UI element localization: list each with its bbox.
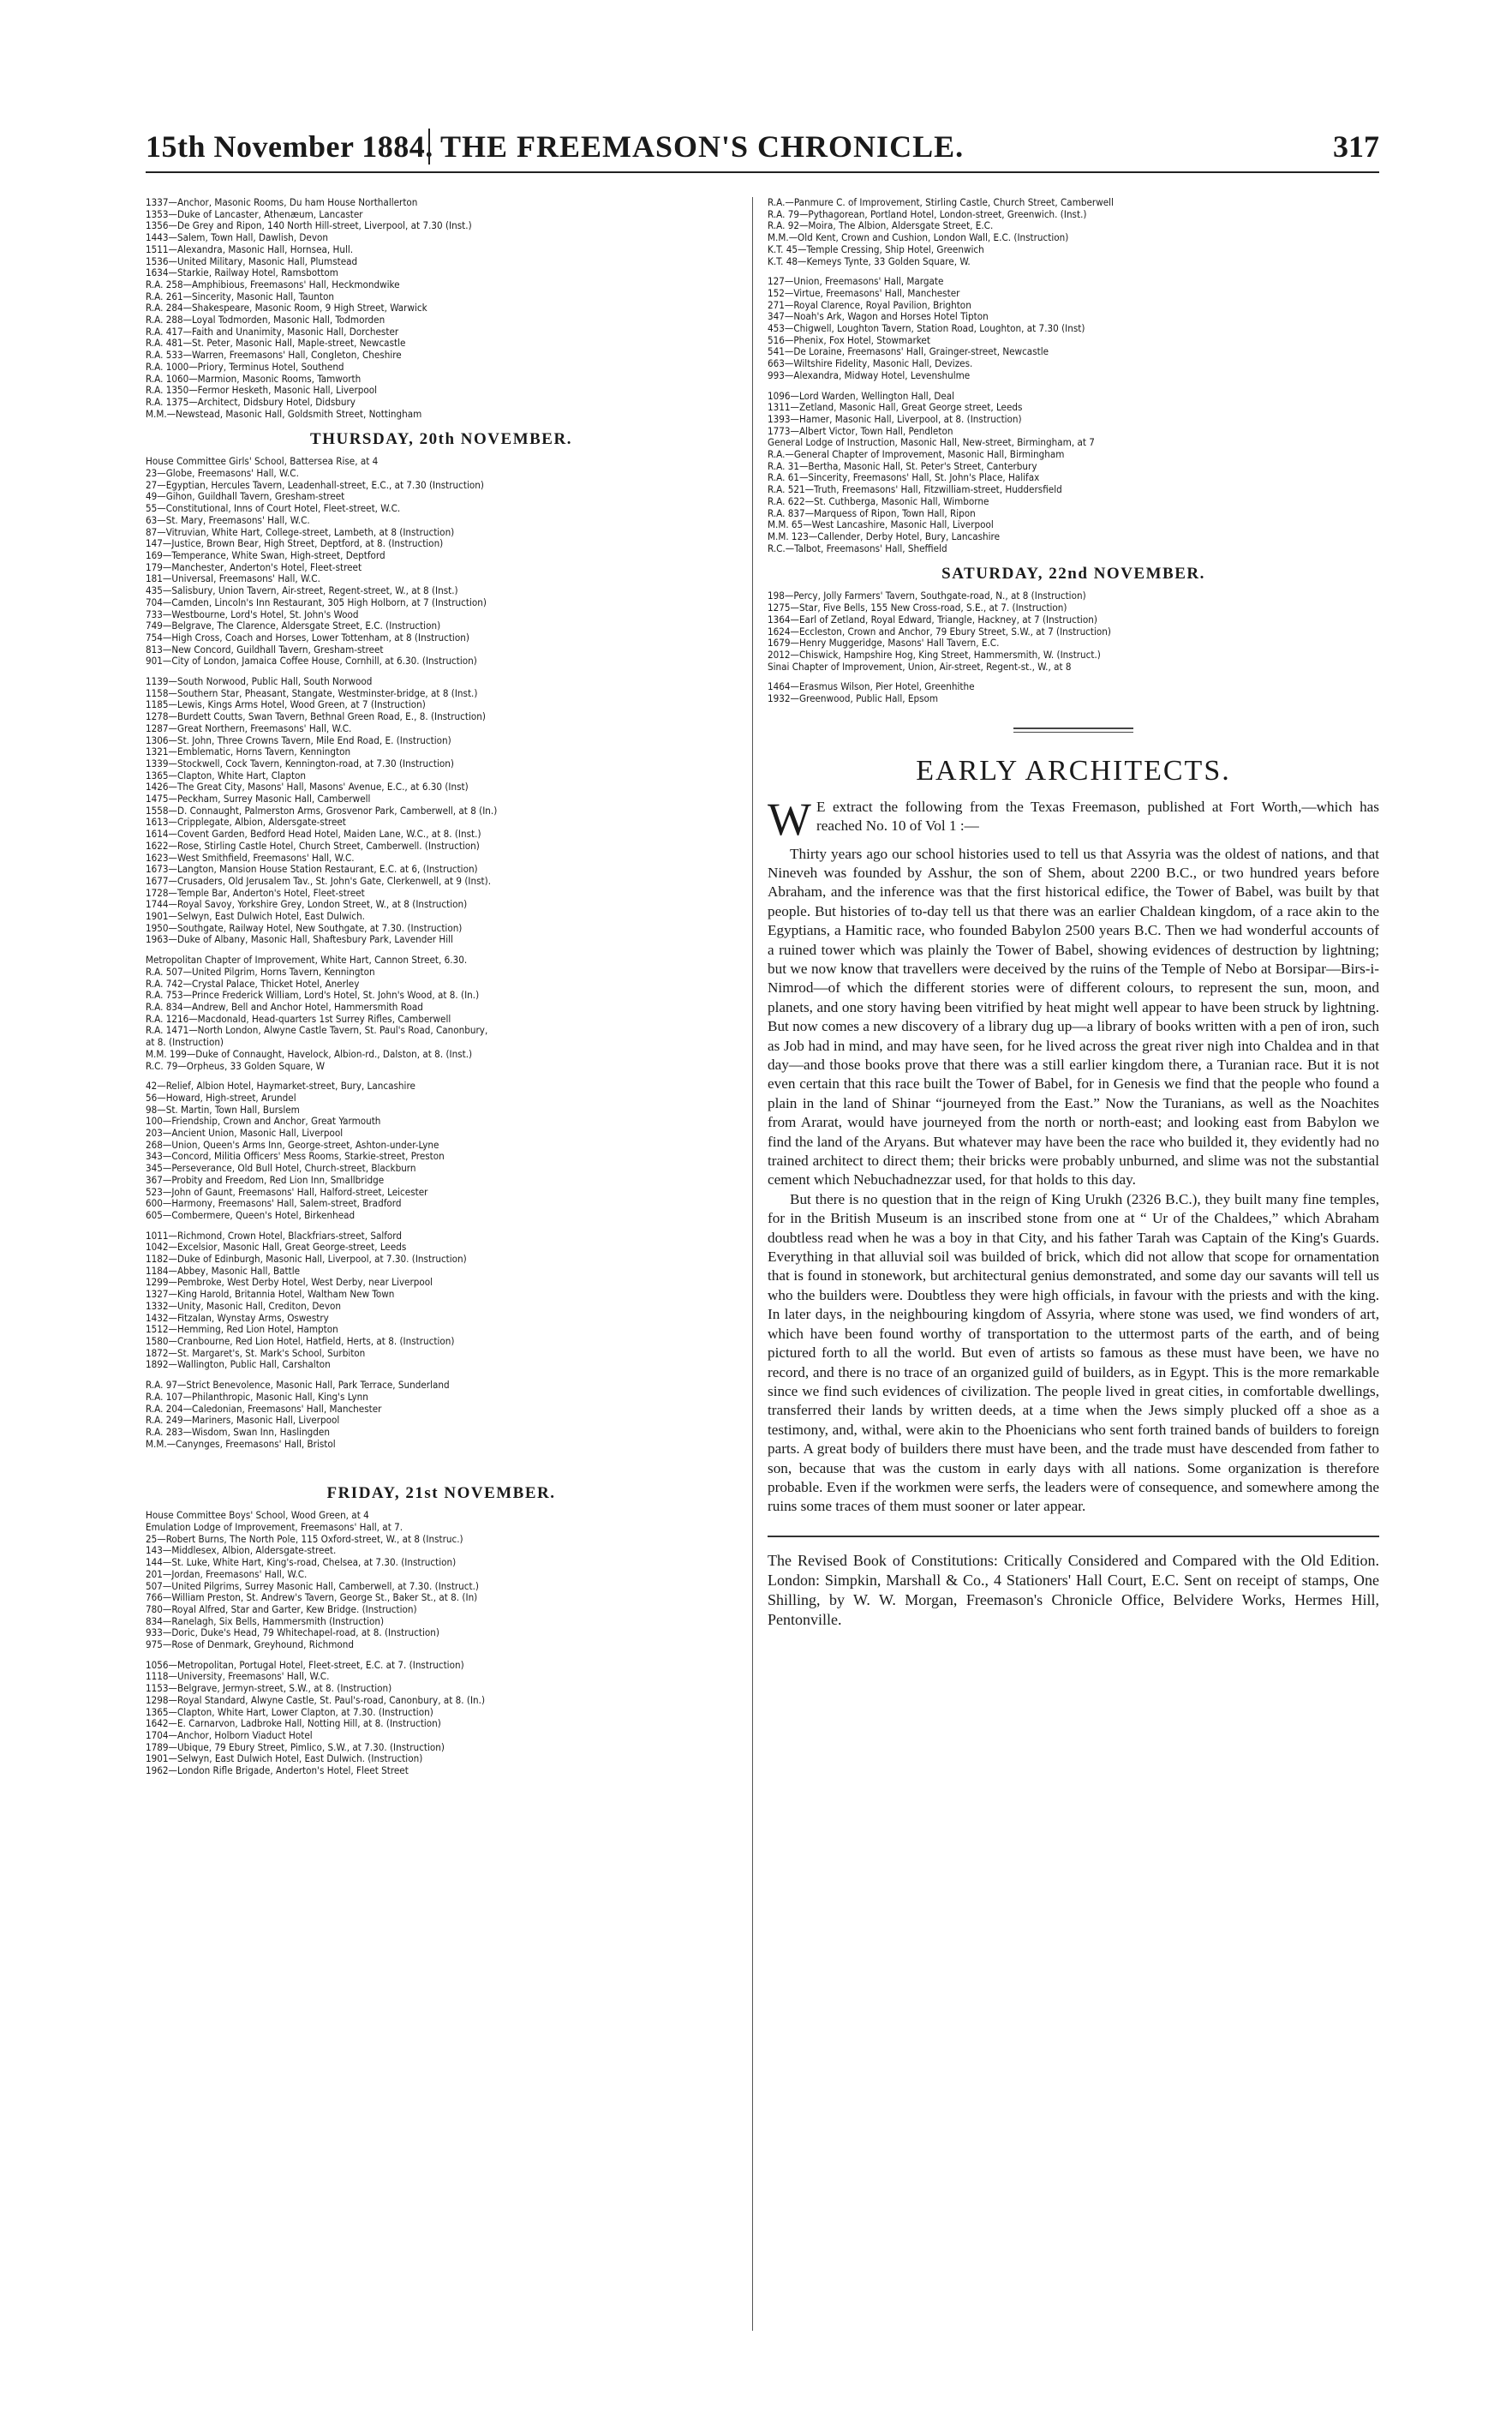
lodge-entry: 1306—St. John, Three Crowns Tavern, Mile End Road, E. (Instruction)	[146, 734, 451, 746]
lodge-entry: 780—Royal Alfred, Star and Garter, Kew Bridge. (Instruction)	[146, 1603, 417, 1615]
lodge-entry: 1932—Greenwood, Public Hall, Epsom	[768, 693, 939, 705]
lodge-entry: 1892—Wallington, Public Hall, Carshalton	[146, 1359, 331, 1371]
lodge-entry: 203—Ancient Union, Masonic Hall, Liverpool	[146, 1128, 344, 1140]
lodge-entry: R.A. 261—Sincerity, Masonic Hall, Taunton	[146, 290, 334, 302]
lodge-entry: M.M.—Old Kent, Crown and Cushion, London Wall, E.C. (Instruction)	[768, 232, 1069, 244]
lodge-entry: 49—Gihon, Guildhall Tavern, Gresham-street	[146, 491, 345, 503]
lodge-entry: 1096—Lord Warden, Wellington Hall, Deal	[768, 390, 955, 402]
lodge-entry: 1339—Stockwell, Cock Tavern, Kennington-road, at 7.30 (Instruction)	[146, 757, 454, 769]
issue-date: 15th November 1884.	[146, 129, 433, 164]
lodge-entry: R.A. 834—Andrew, Bell and Anchor Hotel, Hammersmith Road	[146, 1002, 423, 1013]
section-heading-thursday: THURSDAY, 20th NOVEMBER.	[310, 430, 572, 449]
lodge-entry: R.A. 481—St. Peter, Masonic Hall, Maple-street, Newcastle	[146, 338, 406, 350]
lodge-list-friday-a	[146, 1510, 737, 1650]
lodge-entry: 516—Phenix, Fox Hotel, Stowmarket	[768, 334, 930, 346]
lodge-entry: 605—Combermere, Queen's Hotel, Birkenhead	[146, 1209, 356, 1221]
lodge-entry: 1432—Fitzalan, Wynstay Arms, Oswestry	[146, 1312, 329, 1324]
lodge-list-wednesday-cont	[146, 197, 737, 420]
lodge-entry: 1298—Royal Standard, Alwyne Castle, St. Paul's-road, Canonbury, at 8. (In.)	[146, 1694, 486, 1706]
lodge-entry: 1744—Royal Savoy, Yorkshire Grey, London Street, W., at 8 (Instruction)	[146, 899, 468, 911]
lodge-entry: 1614—Covent Garden, Bedford Head Hotel, Maiden Lane, W.C., at 8. (Inst.)	[146, 829, 481, 841]
lodge-entry: Emulation Lodge of Improvement, Freemasons' Hall, at 7.	[146, 1522, 403, 1534]
lodge-entry: R.A.—General Chapter of Improvement, Masonic Hall, Birmingham	[768, 449, 1065, 461]
lodge-entry: R.A. 1375—Architect, Didsbury Hotel, Didsbury	[146, 396, 356, 408]
lodge-entry: 766—William Preston, St. Andrew's Tavern, George St., Baker St., at 8. (In)	[146, 1592, 478, 1604]
lodge-entry: R.A. 622—St. Cuthberga, Masonic Hall, Wimborne	[768, 495, 989, 507]
column-divider	[752, 197, 753, 2331]
lodge-entry: 55—Constitutional, Inns of Court Hotel, Fleet-street, W.C.	[146, 503, 401, 515]
lodge-entry: Sinai Chapter of Improvement, Union, Air-street, Regent-st., W., at 8	[768, 661, 1072, 673]
lodge-entry: 901—City of London, Jamaica Coffee House, Cornhill, at 6.30. (Instruction)	[146, 656, 477, 668]
lodge-entry: 42—Relief, Albion Hotel, Haymarket-street, Bury, Lancashire	[146, 1081, 415, 1093]
advertisement-text: The Revised Book of Constitutions: Critically Considered and Compared with the Old Edition. London: Simpkin, Marshall & Co., 4 Stationers' Hall Court, E.C. Sent on receipt of stamps, One Shilling, by W. W. Morgan, Freemason's Chronicle Office, Belvidere Works, Hermes Hill, Pentonville.	[768, 1551, 1379, 1628]
lodge-entry: 169—Temperance, White Swan, High-street, Deptford	[146, 549, 385, 561]
lodge-entry: 933—Doric, Duke's Head, 79 Whitechapel-road, at 8. (Instruction)	[146, 1627, 439, 1639]
lodge-list-thursday-d	[146, 1081, 737, 1221]
lodge-entry: 271—Royal Clarence, Royal Pavilion, Brighton	[768, 299, 971, 311]
lodge-entry: 1613—Cripplegate, Albion, Aldersgate-street	[146, 817, 346, 829]
lodge-entry: 87—Vitruvian, White Hart, College-street, Lambeth, at 8 (Instruction)	[146, 526, 455, 538]
lodge-entry: R.A. 742—Crystal Palace, Thicket Hotel, Anerley	[146, 978, 360, 990]
lodge-entry: R.A. 521—Truth, Freemasons' Hall, Fitzwilliam-street, Huddersfield	[768, 484, 1062, 496]
lodge-entry: R.C. 79—Orpheus, 33 Golden Square, W	[146, 1060, 326, 1072]
lodge-entry: 147—Justice, Brown Bear, High Street, Deptford, at 8. (Instruction)	[146, 538, 444, 550]
section-rule	[768, 1536, 1379, 1537]
lodge-entry: R.A. 533—Warren, Freemasons' Hall, Congleton, Cheshire	[146, 350, 402, 362]
lodge-entry: 435—Salisbury, Union Tavern, Air-street, Regent-street, W., at 8 (Inst.)	[146, 585, 458, 597]
advertisement	[768, 1551, 1379, 1630]
lodge-entry: 834—Ranelagh, Six Bells, Hammersmith (Instruction)	[146, 1615, 385, 1627]
lodge-list-thursday-c	[146, 955, 737, 1072]
lodge-entry: 600—Harmony, Freemasons' Hall, Salem-street, Bradford	[146, 1198, 402, 1210]
lodge-entry: 704—Camden, Lincoln's Inn Restaurant, 305 High Holborn, at 7 (Instruction)	[146, 596, 487, 608]
lodge-entry: R.A. 753—Prince Frederick William, Lord's Hotel, St. John's Wood, at 8. (In.)	[146, 990, 480, 1002]
lodge-entry: 733—Westbourne, Lord's Hotel, St. John's Wood	[146, 608, 359, 620]
lodge-list-saturday-a	[768, 590, 1379, 673]
lodge-entry: R.A. 283—Wisdom, Swan Inn, Haslingden	[146, 1426, 330, 1438]
lodge-entry: R.A. 1000—Priory, Terminus Hotel, Southend	[146, 361, 344, 373]
lodge-entry: R.C.—Talbot, Freemasons' Hall, Sheffield	[768, 542, 947, 554]
right-column	[768, 197, 1379, 2339]
lodge-entry: 25—Robert Burns, The North Pole, 115 Oxford-street, W., at 8 (Instruc.)	[146, 1533, 463, 1545]
lodge-entry: 1184—Abbey, Masonic Hall, Battle	[146, 1265, 301, 1277]
lodge-entry: R.A. 507—United Pilgrim, Horns Tavern, Kennington	[146, 966, 375, 978]
lodge-entry: R.A. 107—Philanthropic, Masonic Hall, King's Lynn	[146, 1391, 368, 1403]
lodge-entry: 749—Belgrave, The Clarence, Aldersgate Street, E.C. (Instruction)	[146, 620, 441, 632]
lodge-entry: 152—Virtue, Freemasons' Hall, Manchester	[768, 287, 960, 299]
lodge-entry: 453—Chigwell, Loughton Tavern, Station Road, Loughton, at 7.30 (Inst)	[768, 323, 1085, 335]
lodge-entry: 198—Percy, Jolly Farmers' Tavern, Southgate-road, N., at 8 (Instruction)	[768, 590, 1086, 602]
lodge-entry: 663—Wiltshire Fidelity, Masonic Hall, Devizes.	[768, 358, 973, 370]
lodge-entry: R.A.—Panmure C. of Improvement, Stirling Castle, Church Street, Camberwell	[768, 197, 1114, 208]
lodge-entry: House Committee Girls' School, Battersea Rise, at 4	[146, 456, 379, 468]
lodge-entry: R.A. 79—Pythagorean, Portland Hotel, London-street, Greenwich. (Inst.)	[768, 208, 1087, 220]
page-number: 317	[1333, 129, 1379, 164]
lodge-entry: 1901—Selwyn, East Dulwich Hotel, East Dulwich.	[146, 911, 365, 923]
lodge-entry: R.A. 204—Caledonian, Freemasons' Hall, Manchester	[146, 1403, 382, 1415]
lodge-entry: 1634—Starkie, Railway Hotel, Ramsbottom	[146, 267, 338, 279]
lodge-entry: R.A. 61—Sincerity, Freemasons' Hall, St. John's Place, Halifax	[768, 472, 1040, 484]
lodge-entry: 507—United Pilgrims, Surrey Masonic Hall, Camberwell, at 7.30. (Instruct.)	[146, 1580, 480, 1592]
lodge-entry: 1158—Southern Star, Pheasant, Stangate, Westminster-bridge, at 8 (Inst.)	[146, 687, 478, 699]
lodge-entry: R.A. 249—Mariners, Masonic Hall, Liverpool	[146, 1415, 340, 1427]
lodge-entry: 1139—South Norwood, Public Hall, South Norwood	[146, 676, 373, 688]
lodge-entry: 1287—Great Northern, Freemasons' Hall, W.C.	[146, 722, 352, 734]
lodge-list-thursday-e	[146, 1230, 737, 1371]
lodge-entry: 343—Concord, Militia Officers' Mess Rooms, Starkie-street, Preston	[146, 1151, 445, 1163]
lodge-entry: 1275—Star, Five Bells, 155 New Cross-road, S.E., at 7. (Instruction)	[768, 602, 1067, 614]
left-column	[146, 197, 737, 2339]
lodge-entry: 98—St. Martin, Town Hall, Burslem	[146, 1104, 300, 1116]
lodge-list-right-a	[768, 197, 1379, 267]
lodge-entry: 1624—Eccleston, Crown and Anchor, 79 Ebury Street, S.W., at 7 (Instruction)	[768, 626, 1111, 638]
lodge-entry: 1299—Pembroke, West Derby Hotel, West Derby, near Liverpool	[146, 1277, 433, 1289]
lodge-entry: K.T. 48—Kemeys Tynte, 33 Golden Square, W.	[768, 255, 971, 267]
lodge-entry: 1901—Selwyn, East Dulwich Hotel, East Dulwich. (Instruction)	[146, 1753, 423, 1765]
lodge-entry: 1622—Rose, Stirling Castle Hotel, Church Street, Camberwell. (Instruction)	[146, 840, 480, 852]
ornamental-rule	[1013, 728, 1133, 733]
lodge-entry: 1728—Temple Bar, Anderton's Hotel, Fleet-street	[146, 887, 365, 899]
lodge-entry: 2012—Chiswick, Hampshire Hog, King Street, Hammersmith, W. (Instruct.)	[768, 649, 1101, 661]
lodge-entry: R.A. 1350—Fermor Hesketh, Masonic Hall, Liverpool	[146, 385, 378, 397]
lodge-entry: 201—Jordan, Freemasons' Hall, W.C.	[146, 1568, 308, 1580]
lodge-entry: 1278—Burdett Coutts, Swan Tavern, Bethnal Green Road, E., 8. (Instruction)	[146, 711, 486, 723]
article-body	[768, 793, 1379, 1517]
lodge-entry: 1365—Clapton, White Hart, Lower Clapton, at 7.30. (Instruction)	[146, 1706, 433, 1718]
article-paragraph: Thirty years ago our school histories used to tell us that Assyria was the oldest of nations, and that Nineveh was founded by Asshur, the son of Shem, about 2200 B.C., or two hundred years before Abraham, and the inference was that the first historical edifice, the Tower of Babel, was built by that people. But histories of to-day tell us that there was an earlier Chaldean kingdom, of a race akin to the Egyptians, a Hamitic race, who founded Babylon 2500 years B.C. Then we had wonderful accounts of a ruined tower which was plainly the Tower of Babel, showing evidences of destruction by lightning; but we now know that travellers were deceived by the ruins of the Temple of Nebo at Borsipar—Birs-i-Nimrod—of which the different stories were of different colours, to represent the sun, moon, and planets, and one story having been vitrified by heat might well appear to have been struck by lightning. But now comes a new discovery of a library dug up—a library of books written with a pen of iron, such as Job had in mind, and may have seen, for he lived across the great river nigh into Chaldea and in that day—and those books prove that there was a still earlier kingdom there, a Turanian race. But it is not even certain that this race built the Tower of Babel, for in Genesis we find that the people who found a plain in the land of Shinar “journeyed from the East.” Now the Turanians, as well as the Noachites from Ararat, would have journeyed from the north or north-east; and looking east from Babylon we find the land of the Aryans. But whatever may have been the race who builded it, they evidently had no trained architect to direct them; their bricks were probably unburned, and slime was not the substantial cement which Nebuchadnezzar used, for that holds to this day.	[768, 845, 1379, 1189]
lodge-entry: 1393—Hamer, Masonic Hall, Liverpool, at 8. (Instruction)	[768, 413, 1022, 425]
lodge-entry: 1011—Richmond, Crown Hotel, Blackfriars-street, Salford	[146, 1230, 402, 1242]
lodge-entry: R.A. 837—Marquess of Ripon, Town Hall, Ripon	[768, 507, 976, 519]
lodge-entry: 27—Egyptian, Hercules Tavern, Leadenhall-street, E.C., at 7.30 (Instruction)	[146, 479, 484, 491]
lodge-entry: M.M.—Canynges, Freemasons' Hall, Bristol	[146, 1438, 336, 1450]
lodge-entry: 127—Union, Freemasons' Hall, Margate	[768, 276, 944, 288]
lodge-entry: M.M. 199—Duke of Connaught, Havelock, Albion-rd., Dalston, at 8. (Inst.)	[146, 1048, 473, 1060]
lodge-entry: 1332—Unity, Masonic Hall, Crediton, Devon	[146, 1300, 341, 1312]
lodge-entry: 1642—E. Carnarvon, Ladbroke Hall, Notting Hill, at 8. (Instruction)	[146, 1718, 441, 1730]
lodge-entry: 143—Middlesex, Albion, Aldersgate-street.	[146, 1545, 337, 1557]
lodge-entry: 1789—Ubique, 79 Ebury Street, Pimlico, S.W., at 7.30. (Instruction)	[146, 1741, 445, 1753]
lodge-entry: 1185—Lewis, Kings Arms Hotel, Wood Green, at 7 (Instruction)	[146, 699, 426, 711]
lodge-entry: 1872—St. Margaret's, St. Mark's School, Surbiton	[146, 1347, 366, 1359]
article-paragraph: But there is no question that in the reign of King Urukh (2326 B.C.), they built many fine temples, for in the British Museum is an inscribed stone from one at “ Ur of the Chaldees,” which Abraham doubtless read when he was a boy in that City, and his father Tarah was Captain of the King's Guards. Everything in that alluvial soil was builded of brick, which did not allow that scope for ornamentation that is found in stonework, but architectural genius demonstrated, and some day our savants will tell us who the builders were. Doubtless they were high officials, in favour with the priests and with the king. In later days, in the neighbouring kingdom of Assyria, where stone was used, we find wonders of art, which have been found worthy of transportation to the uttermost parts of the earth, and of being pictured forth to all the world. But even of artists so famous as these must have been, we have no record, and there is no trace of an organized guild of builders, as in Egypt. This is the more remarkable since we find such evidences of civilization. The people lived in great cities, in comfortable dwellings, transferred their lands by written deeds, at a time when the Jews simply plucked off a shoe as a testimony, and, withal, were akin to the Phoenicians who sent forth trained bands of builders to foreign parts. A great body of builders there must have been, and the trade must have descended from father to son, because that was the custom in early days with all nations. Some organization is therefore probable. Even if the workmen were serfs, the leaders were of consequence, and somewhere among the ruins some traces of them must sooner or later appear.	[768, 1190, 1379, 1515]
lodge-entry: M.M. 123—Callender, Derby Hotel, Bury, Lancashire	[768, 530, 1001, 542]
lodge-entry: 1182—Duke of Edinburgh, Masonic Hall, Liverpool, at 7.30. (Instruction)	[146, 1254, 467, 1266]
lodge-entry: 1321—Emblematic, Horns Tavern, Kennington	[146, 746, 351, 758]
lodge-entry: 100—Friendship, Crown and Anchor, Great Yarmouth	[146, 1116, 381, 1128]
lodge-entry: 1962—London Rifle Brigade, Anderton's Hotel, Fleet Street	[146, 1765, 409, 1777]
lodge-entry: R.A. 288—Loyal Todmorden, Masonic Hall, Todmorden	[146, 314, 385, 326]
lodge-entry: 1365—Clapton, White Hart, Clapton	[146, 769, 307, 781]
lodge-entry: R.A. 92—Moira, The Albion, Aldersgate Street, E.C.	[768, 220, 994, 232]
lodge-entry: M.M.—Newstead, Masonic Hall, Goldsmith Street, Nottingham	[146, 408, 422, 420]
lodge-list-thursday-f	[146, 1380, 737, 1450]
lodge-list-right-b	[768, 276, 1379, 381]
lodge-entry: at 8. (Instruction)	[146, 1037, 224, 1049]
lodge-entry: R.A. 417—Faith and Unanimity, Masonic Hall, Dorchester	[146, 326, 399, 338]
lodge-entry: 1443—Salem, Town Hall, Dawlish, Devon	[146, 232, 329, 244]
lodge-entry: 1623—West Smithfield, Freemasons' Hall, W.C.	[146, 852, 355, 864]
lodge-entry: 1364—Earl of Zetland, Royal Edward, Triangle, Hackney, at 7 (Instruction)	[768, 614, 1097, 626]
lodge-entry: 1475—Peckham, Surrey Masonic Hall, Camberwell	[146, 793, 371, 805]
lodge-entry: R.A. 1216—Macdonald, Head-quarters 1st Surrey Rifles, Camberwell	[146, 1013, 451, 1025]
lodge-entry: 1464—Erasmus Wilson, Pier Hotel, Greenhithe	[768, 681, 975, 693]
lodge-entry: R.A. 1060—Marmion, Masonic Rooms, Tamworth	[146, 373, 362, 385]
lodge-entry: 367—Probity and Freedom, Red Lion Inn, Smallbridge	[146, 1174, 385, 1186]
lodge-entry: 347—Noah's Ark, Wagon and Horses Hotel Tipton	[768, 311, 989, 323]
lodge-list-right-c	[768, 391, 1379, 555]
lodge-entry: 181—Universal, Freemasons' Hall, W.C.	[146, 573, 320, 585]
lodge-entry: R.A. 258—Amphibious, Freemasons' Hall, Heckmondwike	[146, 278, 400, 290]
lodge-entry: 975—Rose of Denmark, Greyhound, Richmond	[146, 1639, 354, 1651]
lodge-entry: 144—St. Luke, White Hart, King's-road, Chelsea, at 7.30. (Instruction)	[146, 1557, 457, 1569]
lodge-list-saturday-b	[768, 681, 1379, 704]
lodge-entry: 63—St. Mary, Freemasons' Hall, W.C.	[146, 514, 310, 526]
lodge-entry: 1311—Zetland, Masonic Hall, Great George street, Leeds	[768, 402, 1023, 414]
lodge-entry: 1679—Henry Muggeridge, Masons' Hall Tavern, E.C.	[768, 638, 1000, 650]
lodge-entry: 1677—Crusaders, Old Jerusalem Tav., St. John's Gate, Clerkenwell, at 9 (Inst).	[146, 875, 492, 887]
lodge-entry: 1426—The Great City, Masons' Hall, Masons' Avenue, E.C., at 6.30 (Inst)	[146, 781, 469, 793]
lodge-entry: 1042—Excelsior, Masonic Hall, Great George-street, Leeds	[146, 1242, 407, 1254]
lodge-entry: R.A. 31—Bertha, Masonic Hall, St. Peter's Street, Canterbury	[768, 460, 1037, 472]
lodge-entry: 1773—Albert Victor, Town Hall, Pendleton	[768, 425, 953, 437]
lodge-entry: 23—Globe, Freemasons' Hall, W.C.	[146, 468, 299, 480]
lodge-entry: 1056—Metropolitan, Portugal Hotel, Fleet-street, E.C. at 7. (Instruction)	[146, 1659, 464, 1671]
lodge-entry: General Lodge of Instruction, Masonic Hall, New-street, Birmingham, at 7	[768, 437, 1095, 449]
section-heading-friday: FRIDAY, 21st NOVEMBER.	[326, 1484, 556, 1503]
lodge-entry: K.T. 45—Temple Cressing, Ship Hotel, Greenwich	[768, 243, 984, 255]
lodge-entry: 541—De Loraine, Freemasons' Hall, Grainger-street, Newcastle	[768, 346, 1049, 358]
lodge-entry: 345—Perseverance, Old Bull Hotel, Church-street, Blackburn	[146, 1163, 416, 1175]
lodge-entry: 1327—King Harold, Britannia Hotel, Waltham New Town	[146, 1289, 395, 1301]
lodge-entry: 1353—Duke of Lancaster, Athenæum, Lancaster	[146, 208, 363, 220]
lodge-entry: 993—Alexandra, Midway Hotel, Levenshulme	[768, 369, 971, 381]
lodge-entry: 1536—United Military, Masonic Hall, Plumstead	[146, 255, 358, 267]
lodge-list-thursday-b	[146, 676, 737, 946]
lodge-entry: 523—John of Gaunt, Freemasons' Hall, Halford-street, Leicester	[146, 1186, 428, 1198]
lodge-entry: Metropolitan Chapter of Improvement, White Hart, Cannon Street, 6.30.	[146, 955, 468, 967]
lodge-entry: 56—Howard, High-street, Arundel	[146, 1092, 296, 1104]
lodge-entry: 1580—Cranbourne, Red Lion Hotel, Hatfield, Herts, at 8. (Instruction)	[146, 1335, 455, 1347]
lodge-entry: R.A. 284—Shakespeare, Masonic Room, 9 High Street, Warwick	[146, 302, 427, 314]
lodge-list-friday-b	[146, 1660, 737, 1777]
lodge-entry: House Committee Boys' School, Wood Green, at 4	[146, 1510, 369, 1522]
lodge-entry: 1356—De Grey and Ripon, 140 North Hill-street, Liverpool, at 7.30 (Inst.)	[146, 220, 472, 232]
lodge-entry: 1337—Anchor, Masonic Rooms, Du ham House Northallerton	[146, 197, 418, 208]
lodge-entry: M.M. 65—West Lancashire, Masonic Hall, Liverpool	[768, 519, 994, 531]
newspaper-page	[146, 111, 1379, 2339]
lodge-entry: 1950—Southgate, Railway Hotel, New Southgate, at 7.30. (Instruction)	[146, 922, 463, 934]
newspaper-title: THE FREEMASON'S CHRONICLE.	[428, 129, 964, 165]
lodge-entry: 1512—Hemming, Red Lion Hotel, Hampton	[146, 1324, 338, 1336]
lodge-entry: 1963—Duke of Albany, Masonic Hall, Shaftesbury Park, Lavender Hill	[146, 934, 453, 946]
article-title: EARLY ARCHITECTS.	[916, 754, 1231, 787]
lodge-entry: 1704—Anchor, Holborn Viaduct Hotel	[146, 1729, 313, 1741]
lodge-entry: R.A. 97—Strict Benevolence, Masonic Hall, Park Terrace, Sunderland	[146, 1380, 450, 1392]
lodge-entry: R.A. 1471—North London, Alwyne Castle Tavern, St. Paul's Road, Canonbury,	[146, 1025, 488, 1037]
article-intro-text: E extract the following from the Texas Freemason, published at Fort Worth,—which has reached No. 10 of Vol 1 :—	[816, 798, 1379, 835]
lodge-entry: 1558—D. Connaught, Palmerston Arms, Grosvenor Park, Camberwell, at 8 (In.)	[146, 805, 498, 817]
lodge-entry: 1153—Belgrave, Jermyn-street, S.W., at 8. (Instruction)	[146, 1683, 392, 1695]
lodge-entry: 179—Manchester, Anderton's Hotel, Fleet-street	[146, 561, 362, 573]
lodge-entry: 1673—Langton, Mansion House Station Restaurant, E.C. at 6, (Instruction)	[146, 864, 478, 876]
page-header	[146, 129, 1379, 173]
drop-cap: W	[768, 793, 811, 845]
lodge-entry: 1118—University, Freemasons' Hall, W.C.	[146, 1671, 330, 1683]
lodge-entry: 1511—Alexandra, Masonic Hall, Hornsea, Hull.	[146, 243, 354, 255]
lodge-entry: 268—Union, Queen's Arms Inn, George-street, Ashton-under-Lyne	[146, 1139, 439, 1151]
lodge-entry: 813—New Concord, Guildhall Tavern, Gresham-street	[146, 644, 384, 656]
section-heading-saturday: SATURDAY, 22nd NOVEMBER.	[941, 565, 1205, 584]
lodge-list-thursday-a	[146, 456, 737, 668]
lodge-entry: 754—High Cross, Coach and Horses, Lower Tottenham, at 8 (Instruction)	[146, 632, 469, 644]
article-intro	[768, 793, 1379, 845]
